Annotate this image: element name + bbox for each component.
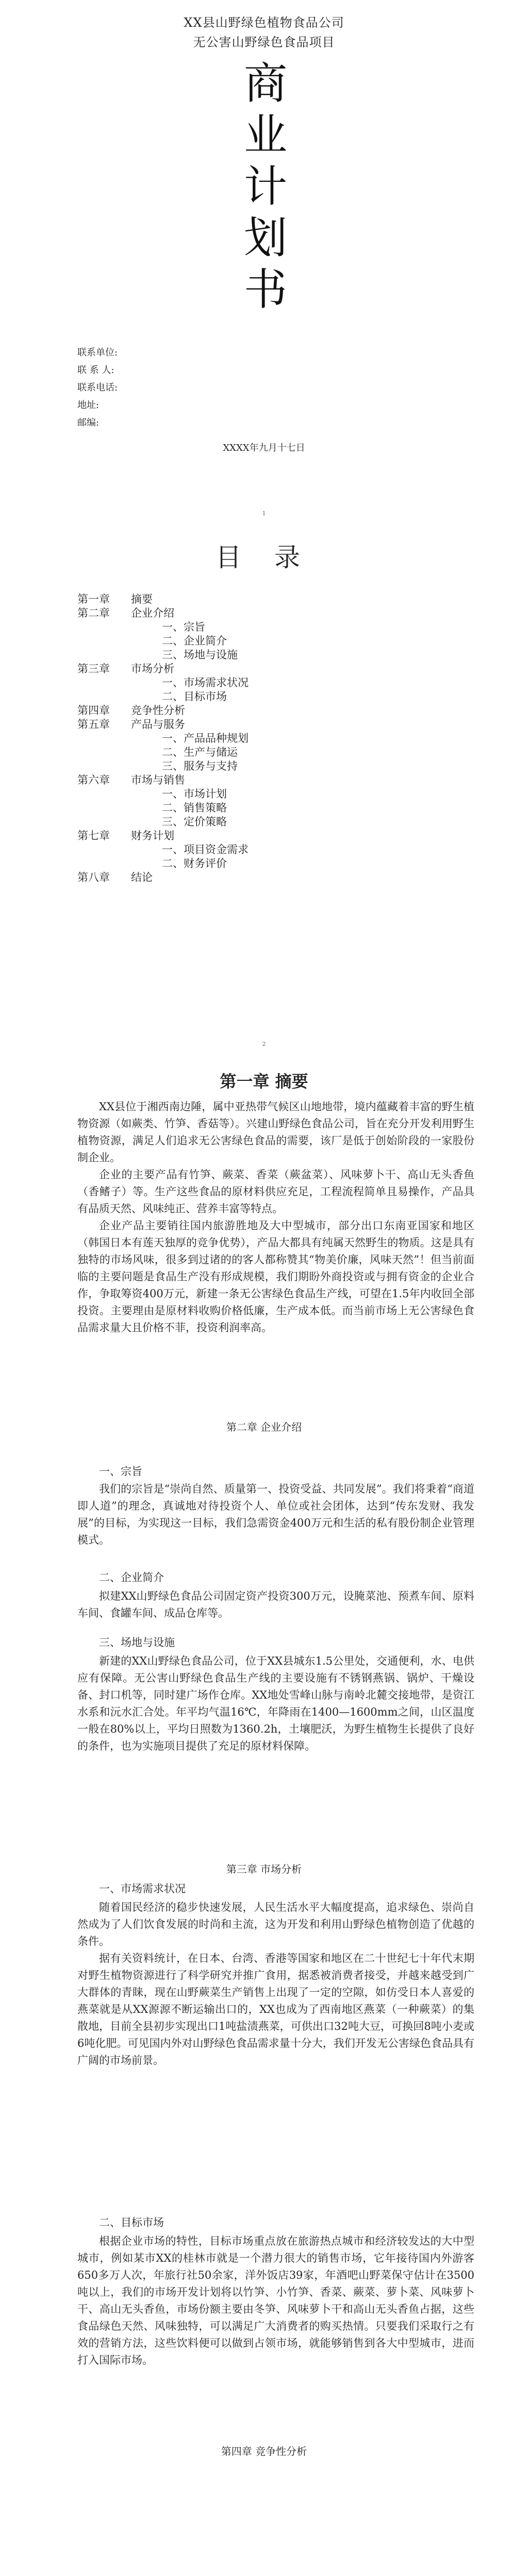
- section-heading: 一、宗旨: [99, 1465, 142, 1478]
- title-char: 划: [243, 213, 287, 263]
- paragraph: 拟建XX山野绿色食品公司固定资产投资300万元，设腌菜池、预煮车间、原料车间、食罐车间、成品仓库等。: [77, 1590, 474, 1619]
- address-label: 地址:: [77, 400, 100, 411]
- section-heading: 一、市场需求状况: [99, 1883, 186, 1895]
- project-name: 无公害山野绿色食品项目: [193, 35, 335, 49]
- toc-section[interactable]: 一、市场计划: [162, 788, 227, 800]
- company-name: XX县山野绿色植物食品公司: [184, 15, 344, 30]
- toc-chapter-number[interactable]: 第三章: [77, 663, 110, 675]
- section-heading: 三、场地与设施: [99, 1636, 175, 1649]
- toc-section[interactable]: 二、生产与储运: [162, 746, 238, 758]
- title-char: 商: [243, 58, 287, 109]
- toc-section[interactable]: 三、定价策略: [162, 816, 227, 828]
- postcode-label: 邮编:: [77, 417, 100, 428]
- section-heading: 二、企业简介: [99, 1571, 164, 1584]
- paragraph: 随着国民经济的稳步快速发展，人民生活水平大幅度提高，追求绿色、崇尚自然成为了人们饮食发展的时尚和主流，这为开发和利用山野绿色植物创造了优越的条件。: [77, 1901, 474, 1947]
- section-body: [77, 1653, 474, 1755]
- cover-title: [240, 58, 291, 315]
- chapter-heading: 第四章 竞争性分析: [221, 2445, 307, 2458]
- section-body: [77, 1588, 474, 1622]
- toc-chapter-number[interactable]: 第五章: [77, 718, 110, 731]
- chapter-heading: 第二章 企业介绍: [226, 1421, 302, 1433]
- toc-chapter-name[interactable]: 竞争性分析: [131, 704, 185, 717]
- toc-section[interactable]: 一、宗旨: [162, 621, 205, 633]
- page-number: 1: [262, 510, 266, 517]
- toc-section[interactable]: 三、场地与设施: [162, 649, 238, 661]
- page-number: 2: [262, 1041, 266, 1047]
- contact-unit-label: 联系单位:: [77, 347, 118, 358]
- toc-chapter-name[interactable]: 摘要: [131, 593, 153, 605]
- contact-person-label: 联 系 人:: [77, 365, 114, 376]
- toc-section[interactable]: 二、财务评价: [162, 857, 227, 870]
- toc-chapter-name[interactable]: 财务计划: [131, 829, 174, 842]
- paragraph: 企业的主要产品有竹笋、蕨菜、香菜（蕨盆菜）、风味萝卜干、高山无头香鱼（香鳍子）等。生产这些食品的原材料供应充足，工程流程简单且易操作，产品具有品质天然、风味纯正、营养丰富等特点。: [77, 1168, 474, 1215]
- title-char: 计: [243, 161, 287, 212]
- paragraph: 企业产品主要销往国内旅游胜地及大中型城市，部分出口东南亚国家和地区（韩国日本有莲天独厚的竞争优势），产品大都具有纯属天然野生的物质。这是具有独特的市场风味，很多到过诸的的客人都称赞其“物美价廉，风味天然”！但当前面临的主要问题是食品生产没有形成规模，我们期盼外商投资或与拥有资金的企业合作，争取筹资400万元，新建一条无公害绿色食品生产线，可望在1.5年内收回全部投资。主要理由是原材料收购价格低廉，生产成本低。而当前市场上无公害绿色食品需求量大且价格不菲，投资利润率高。: [77, 1219, 474, 1334]
- paragraph: 我们的宗旨是“崇尚自然、质量第一、投资受益、共同发展”。我们将秉着“商道即人道”的理念，真诚地对待投资个人、单位或社会团体，达到“传东发财、我发展”的目标，为实现这一目标，我们急需资金400万元和生活的私有股份制企业管理模式。: [77, 1483, 474, 1546]
- toc-section[interactable]: 一、产品品种规划: [162, 732, 249, 744]
- paragraph: 据有关资料统计，在日本、台湾、香港等国家和地区在二十世纪七十年代末期对野生植物资源进行了科学研究并推广食用，据悉被消费者接受，并越来越受到广大群体的青睐，现在山野蕨菜生产销售上出现了一定的空隙，如仿受日本人喜爱的燕菜就是从XX源源不断运输出口的，XX也成为了西南地区燕菜（一种蕨菜）的集散地，目前全县初步实现出口1吨盐渍燕菜，可供出口32吨大豆，可换回8吨小麦或6吨化肥。可见国内外对山野绿色食品需求量十分大，我们开发无公害绿色食品具有广阔的市场前景。: [77, 1952, 474, 2066]
- toc-chapter-number[interactable]: 第四章: [77, 704, 110, 717]
- section-body: [77, 2233, 474, 2369]
- paragraph: 新建的XX山野绿色食品公司，位于XX县城东1.5公里处，交通便利，水、电供应有保障。无公害山野绿色食品生产线的主要设施有不锈钢燕锅、锅炉、干燥设备、封口机等，同时建广场作仓库。XX地处雪峰山脉与南岭北麓交接地带，是资江水系和沅水汇合处。年平均气温16℃，年降雨在1400—1600mm之间，山区温度一般在80%以上，平均日照数为1360.2h，土壤肥沃，为野生植物生长提供了良好的条件，也为实施项目提供了充足的原材料保障。: [77, 1655, 474, 1752]
- chapter-heading: 第三章 市场分析: [226, 1863, 302, 1875]
- toc-section[interactable]: 二、目标市场: [162, 690, 227, 703]
- chapter-body: [77, 1098, 474, 1336]
- toc-section[interactable]: 一、项目资金需求: [162, 843, 249, 856]
- toc-section[interactable]: 二、企业简介: [162, 635, 227, 647]
- toc-chapter-name[interactable]: 企业介绍: [131, 607, 174, 619]
- toc-chapter-name[interactable]: 结论: [131, 871, 153, 884]
- title-char: 书: [243, 264, 287, 315]
- toc-chapter-number[interactable]: 第六章: [77, 774, 110, 786]
- toc-chapter-number[interactable]: 第八章: [77, 871, 110, 884]
- toc-section[interactable]: 一、市场需求状况: [162, 676, 249, 689]
- cover-date: XXXX年九月十七日: [223, 443, 305, 453]
- toc-chapter-number[interactable]: 第七章: [77, 829, 110, 842]
- toc-title: 目 录: [216, 543, 312, 572]
- toc-chapter-number[interactable]: 第一章: [77, 593, 110, 605]
- section-body: [77, 1899, 474, 2069]
- toc-chapter-name[interactable]: 产品与服务: [131, 718, 185, 731]
- section-heading: 二、目标市场: [99, 2216, 164, 2229]
- chapter-heading: 第一章 摘要: [220, 1072, 308, 1091]
- paragraph: XX县位于湘西南边陲，属中亚热带气候区山地地带，境内蕴藏着丰富的野生植物资源（如蕨类、竹笋、香菇等）。兴建山野绿色食品公司，旨在充分开发利用野生植物资源，满足人们追求无公害绿色食品的需要，该厂是低于创始阶段的一家股份制企业。: [77, 1100, 474, 1164]
- toc-section[interactable]: 三、服务与支持: [162, 760, 238, 772]
- toc-chapter-number[interactable]: 第二章: [77, 607, 110, 619]
- contact-phone-label: 联系电话:: [77, 382, 118, 393]
- paragraph: 根据企业市场的特性，目标市场重点放在旅游热点城市和经济较发达的大中型城市，例如某市XX的桂林市就是一个潜力很大的销售市场，它年接待国内外游客650多万人次，年旅行社50余家，洋外饭店39家，年酒吧山野菜保守估计在3500吨以上，我们的市场开发计划将以竹笋、小竹笋、香菜、蕨菜、萝卜菜、风味萝卜干、高山无头香鱼，市场份额主要由冬笋、风味萝卜干和高山无头香鱼占据，这些食品绿色天然、风味独特，可以满足广大消费者的购买热情。只要我们采取行之有效的营销方法，这些饮料便可以做到占领市场，就能够销售到各大中型城市，进而打入国际市场。: [77, 2235, 474, 2366]
- toc-chapter-name[interactable]: 市场分析: [131, 663, 174, 675]
- toc-section[interactable]: 二、销售策略: [162, 802, 227, 814]
- title-char: 业: [243, 110, 287, 160]
- toc-chapter-name[interactable]: 市场与销售: [131, 774, 185, 786]
- section-body: [77, 1481, 474, 1549]
